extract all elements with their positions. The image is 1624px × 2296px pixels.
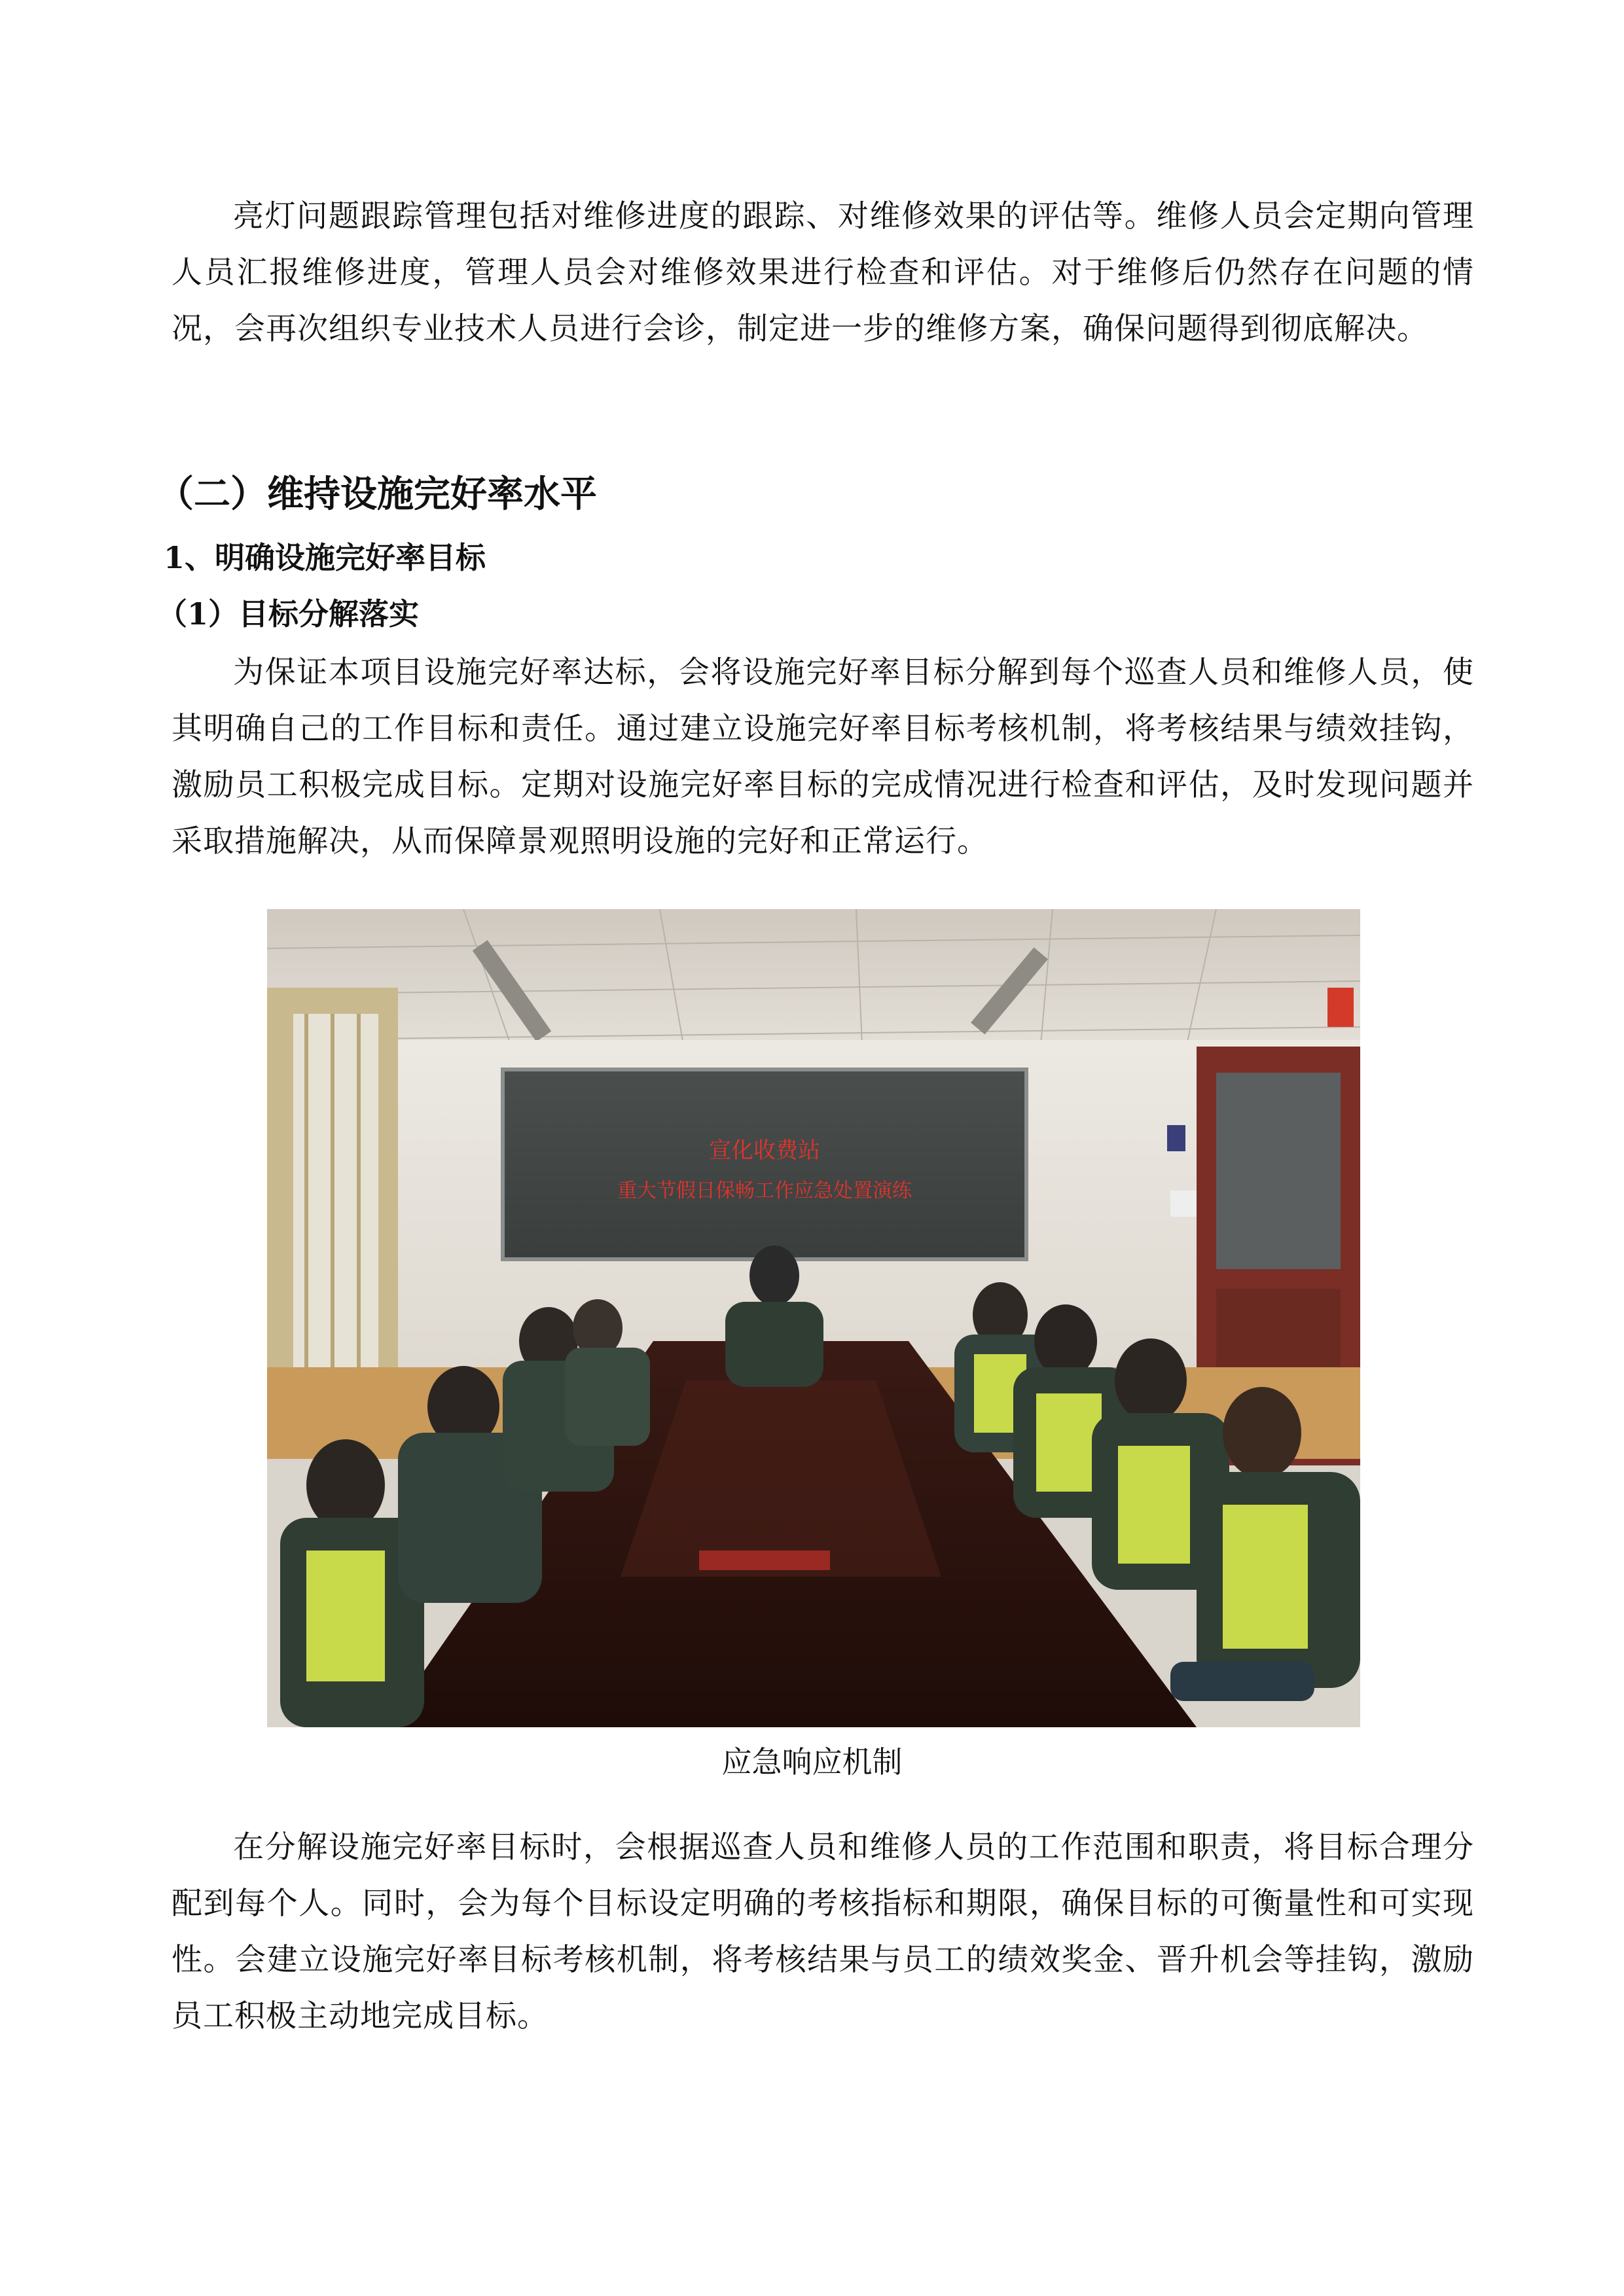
- section-heading: （二）维持设施完好率水平: [157, 473, 597, 516]
- subsection-heading: 1、明确设施完好率目标: [164, 540, 486, 575]
- paragraph-target-assignment: 在分解设施完好率目标时，会根据巡查人员和维修人员的工作范围和职责，将目标合理分配到每个人。同时，会为每个目标设定明确的考核指标和期限，确保目标的可衡量性和可实现性。会建立设施完好率目标考核机制，将考核结果与员工的绩效奖金、晋升机会等挂钩，激励员工积极主动地完成目标。: [171, 1829, 1474, 2034]
- screen-text-line2: 重大节假日保畅工作应急处置演练: [617, 1179, 912, 1202]
- paragraph-target-decomposition: 为保证本项目设施完好率达标，会将设施完好率目标分解到每个巡查人员和维修人员，使其明确自己的工作目标和责任。通过建立设施完好率目标考核机制，将考核结果与绩效挂钩，激励员工积极完成目标。定期对设施完好率目标的完成情况进行检查和评估，及时发现问题并采取措施解决，从而保障景观照明设施的完好和正常运行。: [171, 655, 1474, 859]
- meeting-photo: [267, 909, 1360, 1727]
- screen-text-line1: 宣化收费站: [709, 1138, 820, 1164]
- item-heading: （1）目标分解落实: [157, 596, 420, 632]
- paragraph-tracking-management: 亮灯问题跟踪管理包括对维修进度的跟踪、对维修效果的评估等。维修人员会定期向管理人员汇报维修进度，管理人员会对维修效果进行检查和评估。对于维修后仍然存在问题的情况，会再次组织专业技术人员进行会诊，制定进一步的维修方案，确保问题得到彻底解决。: [171, 198, 1474, 347]
- figure-caption: 应急响应机制: [721, 1744, 903, 1780]
